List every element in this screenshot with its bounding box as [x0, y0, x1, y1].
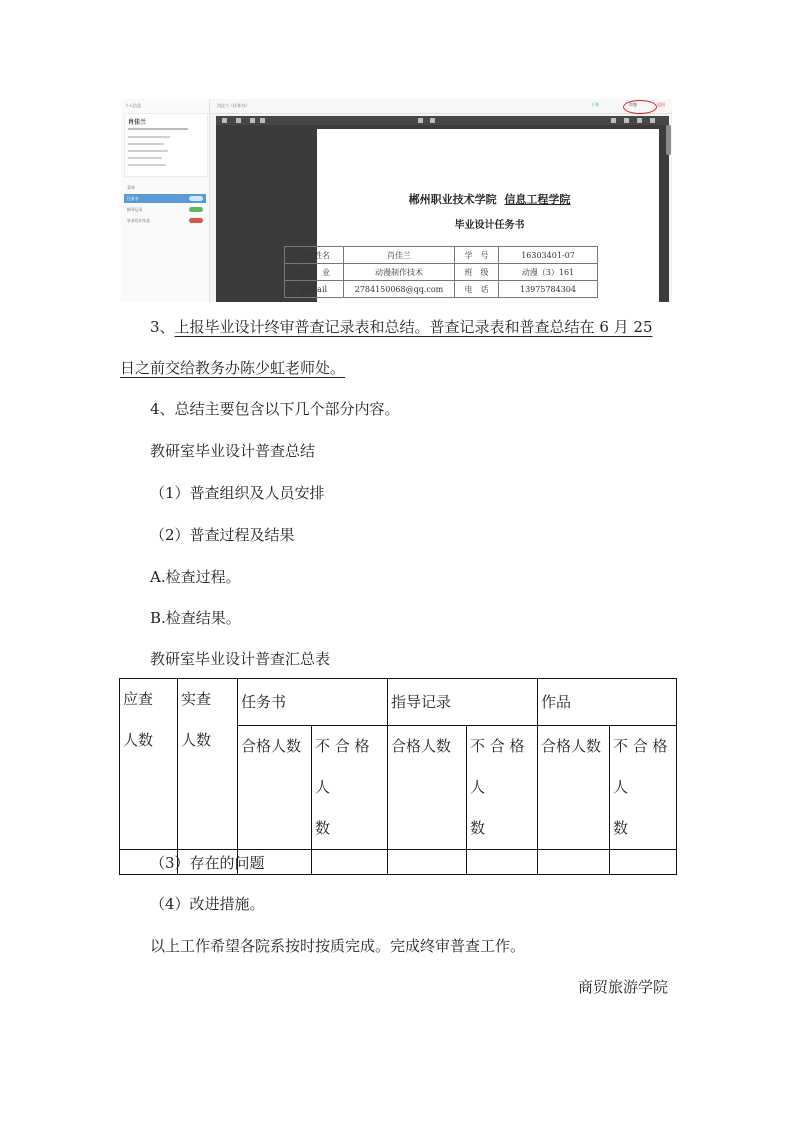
zoom-in-icon[interactable] — [430, 118, 435, 123]
cell-text — [312, 726, 387, 849]
table-row — [285, 264, 598, 281]
group-work — [538, 679, 677, 726]
table-row — [120, 679, 677, 726]
cell-text: 任务书 — [241, 693, 287, 711]
table-row — [285, 281, 598, 298]
cell-line: 不 合 格 人 — [470, 737, 525, 796]
table-cell: 肖佳兰 — [344, 247, 455, 264]
section-3: （3）存在的问题 — [150, 854, 265, 872]
summary-table — [119, 678, 677, 875]
closing-text: 以上工作希望各院系按时按质完成。完成终审普查工作。 — [150, 937, 526, 955]
cell-text: 指导记录 — [391, 693, 452, 711]
file-title: 肖佳兰《任务书》 — [217, 103, 249, 108]
info-line — [128, 128, 188, 130]
table-title: 教研室毕业设计普查汇总表 — [150, 650, 331, 668]
section-1: （1）普查组织及人员安排 — [150, 484, 325, 502]
cell-line: 人数 — [181, 731, 212, 749]
cell-text — [120, 679, 177, 761]
status-badge — [189, 207, 203, 212]
doc-title-dept: 信息工程学院 — [504, 193, 571, 206]
highlight-circle — [623, 100, 657, 114]
table-cell — [610, 850, 677, 875]
cell-text — [610, 726, 676, 849]
panel-title: 个人信息 — [125, 103, 141, 108]
student-name: 肖佳兰 — [128, 119, 147, 126]
table-cell — [312, 850, 388, 875]
table-cell — [388, 850, 467, 875]
menu-item-label: 任务书 — [127, 196, 139, 201]
cell-line: 不 合 格 人 — [315, 737, 370, 796]
pdf-toolbar — [216, 116, 669, 125]
section-2: （2）普查过程及结果 — [150, 526, 295, 544]
table-cell: 动漫制作技术 — [344, 264, 455, 281]
cell-line: 实查 — [181, 690, 212, 708]
col-should-check — [120, 679, 178, 850]
table-cell: 学生姓名 — [285, 247, 344, 264]
item3-text: 上报毕业设计终审普查记录表和总结。普查记录表和普查总结在 6 月 25 — [174, 318, 653, 336]
bookmark-icon[interactable] — [650, 118, 655, 123]
work-fail — [610, 726, 677, 850]
prev-page-icon[interactable] — [250, 118, 255, 123]
cell-line: 数 — [315, 819, 331, 837]
search-icon[interactable] — [236, 118, 241, 123]
item3-prefix: 3、 — [150, 318, 175, 336]
work-pass — [538, 726, 610, 850]
guide-pass — [388, 726, 467, 850]
table-cell: 2784150068@qq.com — [344, 281, 455, 298]
cell-text — [178, 679, 237, 761]
fullscreen-icon[interactable] — [611, 118, 616, 123]
scrollbar[interactable] — [666, 125, 671, 155]
table-cell — [467, 850, 538, 875]
guide-fail — [467, 726, 538, 850]
doc-subtitle: 毕业设计任务书 — [454, 220, 525, 231]
back-button[interactable]: 返回 — [657, 102, 665, 107]
sidebar-toggle-icon[interactable] — [222, 118, 227, 123]
col-actual-check — [178, 679, 238, 850]
menu-item-guide[interactable] — [124, 205, 206, 214]
next-page-icon[interactable] — [260, 118, 265, 123]
group-guide — [388, 679, 538, 726]
cell-text — [467, 726, 537, 849]
screenshot-left-panel — [121, 99, 210, 302]
menu-item-label: 毕业设计作品 — [127, 218, 150, 223]
cell-text: 合格人数 — [241, 737, 302, 755]
student-info-table — [284, 246, 598, 298]
group-task — [238, 679, 388, 726]
item3-line2: 日之前交给教务办陈少虹老师处。 — [120, 359, 346, 377]
student-info-card — [124, 113, 208, 177]
task-pass — [238, 726, 312, 850]
cell-line: 应查 — [123, 690, 154, 708]
review-button[interactable]: 审查 — [629, 102, 637, 107]
info-line — [128, 136, 170, 138]
doc-title — [317, 191, 662, 207]
cell-line: 不 合 格 人 — [613, 737, 668, 796]
table-cell: 专 业 — [285, 264, 344, 281]
cell-line: 人数 — [123, 731, 154, 749]
cell-text: 合格人数 — [391, 737, 452, 755]
cell-line: 数 — [613, 819, 629, 837]
info-line — [128, 143, 164, 145]
info-line — [128, 150, 168, 152]
status-badge — [189, 196, 203, 201]
item4: 4、总结主要包含以下几个部分内容。 — [150, 400, 400, 418]
table-cell: 16303401-07 — [499, 247, 598, 264]
signature: 商贸旅游学院 — [578, 978, 669, 996]
table-cell: 电 话 — [455, 281, 499, 298]
sub-b: B.检查结果。 — [150, 609, 241, 627]
info-line — [128, 157, 162, 159]
print-icon[interactable] — [624, 118, 629, 123]
table-cell: 学 号 — [455, 247, 499, 264]
table-cell — [538, 850, 610, 875]
item3-line1 — [150, 316, 653, 337]
summary-title: 教研室毕业设计普查总结 — [150, 442, 316, 460]
menu-item-label: 指导记录 — [127, 207, 143, 212]
section-4: （4）改进措施。 — [150, 895, 265, 913]
info-line — [128, 164, 166, 166]
download-icon[interactable] — [637, 118, 642, 123]
doc-title-school: 郴州职业技术学院 — [408, 193, 497, 206]
sub-a: A.检查过程。 — [150, 568, 241, 586]
cell-line: 数 — [470, 819, 486, 837]
menu-title: 菜单 — [127, 185, 135, 190]
task-fail — [312, 726, 388, 850]
table-row — [285, 247, 598, 264]
menu-item-work[interactable] — [124, 216, 206, 225]
zoom-out-icon[interactable] — [418, 118, 423, 123]
download-button[interactable]: 下载 — [591, 102, 599, 107]
status-badge — [189, 218, 203, 223]
table-cell: E-mail — [285, 281, 344, 298]
cell-text: 作品 — [541, 693, 572, 711]
embedded-screenshot — [121, 99, 672, 302]
cell-text: 合格人数 — [541, 737, 602, 755]
table-cell: 13975784304 — [499, 281, 598, 298]
table-cell: 班 级 — [455, 264, 499, 281]
table-cell: 动漫（3）161 — [499, 264, 598, 281]
menu-item-task[interactable] — [124, 194, 206, 203]
